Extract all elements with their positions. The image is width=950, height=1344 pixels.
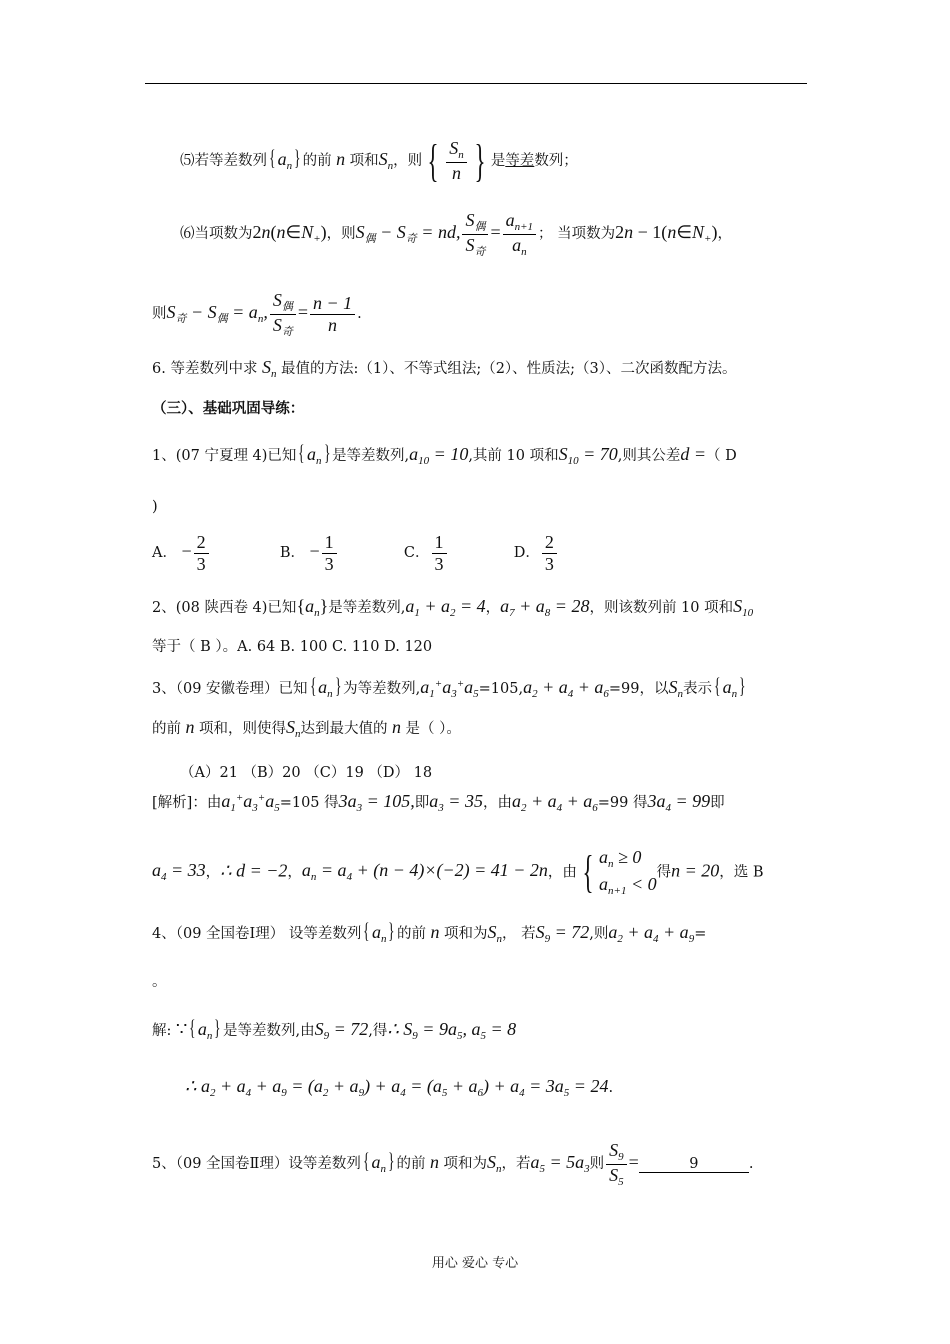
property-5: ⑸若等差数列{ $a_n$} 的前 n 项和$S_n$，则 { $\frac{S_n}{n}$ } 是等差数列； bbox=[180, 135, 578, 186]
question-5: 5、（09 全国卷Ⅱ理）设等差数列{ $a_n$} 的前 n 项和为$S_n$，若$a_5 = 5a_3$则 $\frac{S_9}{S_5}$ = 9 . bbox=[152, 1140, 754, 1188]
question-1: 1、(07 宁夏理 4)已知{ $a_n$} 是等差数列$,a_{10} = 10$,其前 10 项和$S_{10} = 70$,则其公差d =（ D bbox=[152, 440, 737, 467]
property-6: ⑹当项数为$2n(n\in N_+)$，则$S_偶 - S_奇$ = nd, $\frac{S_偶}{S_奇}$ = $\frac{a_{n+1}}{a_n}$ ； 当项数为$2n - 1(n\in N_+)$， bbox=[180, 210, 732, 258]
property-6-odd: 则$S_奇 - S_偶 = a_n$, $\frac{S_偶}{S_奇}$ = $\frac{n - 1}{n}$ . bbox=[152, 290, 362, 338]
section-title: （三）、基础巩固导练： bbox=[152, 400, 305, 417]
question-1-close: ) bbox=[152, 499, 158, 515]
question-4-solution: 解: ∵{ $a_n$} 是等差数列,由$S_9 = 72$,得∴ $S_9 = 9a_5$, $a_5 = 8$ bbox=[152, 1015, 517, 1042]
question-3-options: （A）21 （B）20 （C）19 （D） 18 bbox=[180, 765, 433, 781]
question-3-solution-2: $a_4 = 33$，∴ d = −2，$a_n = a_4 + (n - 4)\times(-2) = 41 - 2n$，由 { $a_n \ge 0$ $a_{n+1} < 0$得n = 20，选 B bbox=[152, 846, 764, 898]
question-2: 2、(08 陕西卷 4)已知$\{a_n\}$是等差数列$,a_1 + a_2 = 4$，$a_7 + a_8 = 28$，则该数列前 10 项和$S_{10}$ bbox=[152, 596, 754, 619]
header-rule bbox=[145, 83, 807, 84]
question-1-options: A． − $\frac{2}{3}$ B． − $\frac{1}{3}$ C． $\frac{1}{3}$ D． $\frac{2}{3}$ bbox=[152, 532, 559, 574]
question-4-solution-2: ∴ $a_2 + a_4 + a_9 = (a_2 + a_9) + a_4 = (a_5 + a_6) + a_4 = 3a_5 = 24$. bbox=[185, 1076, 614, 1099]
item-6: 6. 等差数列中求 $S_n$ 最值的方法:（1）、不等式组法;（2）、性质法;（3）、二次函数配方法。 bbox=[152, 357, 737, 380]
question-3: 3、（09 安徽卷理）已知{ $a_n$} 为等差数列$,a_1^+a_3^+a_5=105,a_2 + a_4 + a_6=99$，以$S_n$表示{ $a_n$} bbox=[152, 673, 746, 700]
question-4: 4、（09 全国卷Ⅰ理） 设等差数列{ $a_n$} 的前 n 项和为$S_n$， 若$S_9 = 72$,则$a_2 + a_4 + a_9=$ bbox=[152, 918, 707, 945]
question-4-blank: 。 bbox=[152, 974, 167, 990]
question-3-solution: [解析]：由$a_1^+a_3^+a_5=105$ 得$3a_3 = 105$,即$a_3 = 35$，由$a_2 + a_4 + a_6=99$ 得$3a_4 = 99$即 bbox=[152, 791, 725, 814]
page-footer: 用心 爱心 专心 bbox=[431, 1256, 519, 1271]
question-2-options: 等于（ B ）。A. 64 B. 100 C. 110 D. 120 bbox=[152, 639, 433, 655]
answer-blank: 9 bbox=[639, 1157, 749, 1173]
question-3-line2: 的前 n 项和，则使得$S_n$达到最大值的 n 是（ ）。 bbox=[152, 717, 461, 740]
